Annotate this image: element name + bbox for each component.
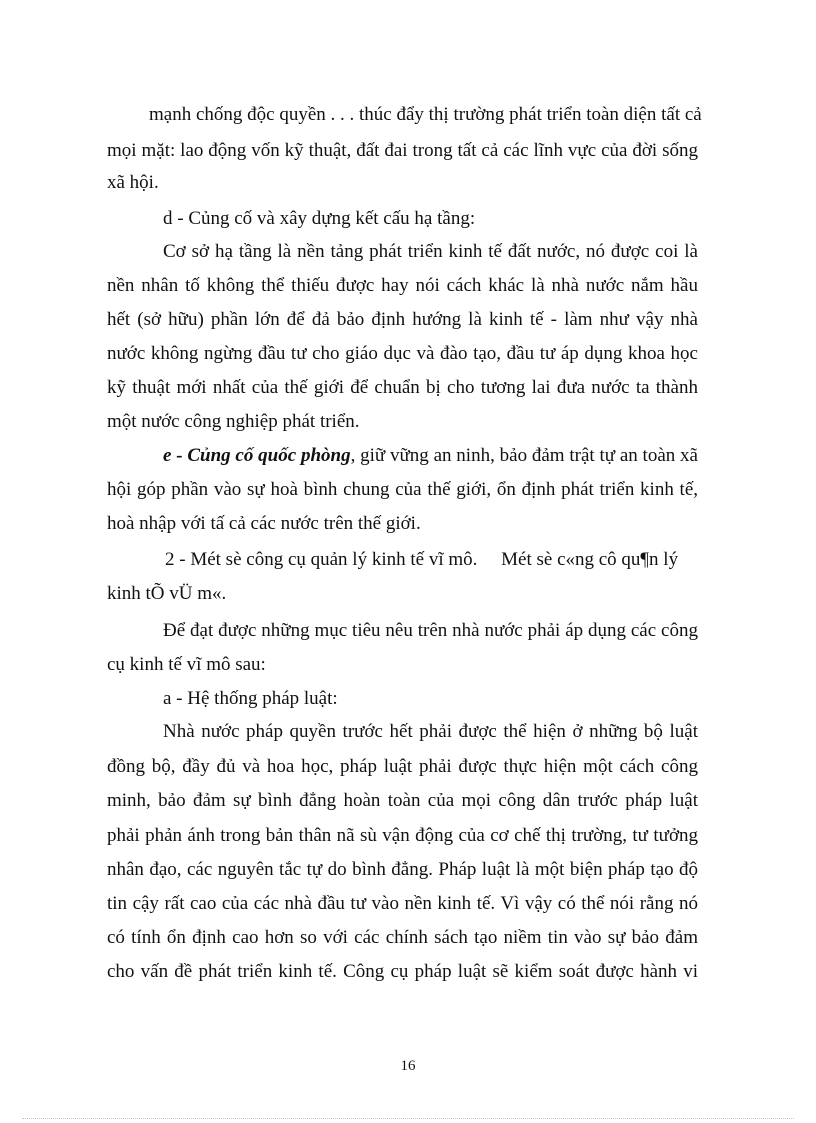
text-line: kỹ thuật mới nhất của thế giới để chuẩn bị cho tương lai đưa nước ta thành (107, 377, 698, 398)
text-line: nền nhân tố không thể thiếu được hay nói cách khác là nhà nước nắm hầu (107, 275, 698, 296)
text-line: phải phản ánh trong bản thân nã sù vận động của cơ chế thị trường, tư tưởng (107, 825, 698, 846)
bold-italic-heading: e - Củng cố quốc phòng (163, 445, 351, 466)
text-line: Cơ sở hạ tầng là nền tảng phát triển kinh tế đất nước, nó được coi là (163, 241, 698, 262)
text-line: một nước công nghiệp phát triển. (107, 411, 360, 432)
text-line: xã hội. (107, 172, 159, 193)
text-line: tin cậy rất cao của các nhà đầu tư vào nền kinh tế. Vì vậy có thể nói rằng nó (107, 893, 698, 914)
text-line: cụ kinh tế vĩ mô sau: (107, 654, 266, 675)
text-line: có tính ổn định cao hơn so với các chính sách tạo niềm tin vào sự bảo đảm (107, 927, 698, 948)
text-line: a - Hệ thống pháp luật: (163, 688, 338, 709)
page-number: 16 (400, 1058, 416, 1074)
text-line: minh, bảo đảm sự bình đẳng hoàn toàn của mọi công dân trước pháp luật (107, 790, 698, 811)
text-run: , giữ vững an ninh, bảo đảm trật tự an toàn xã (350, 445, 698, 466)
text-line: mọi mặt: lao động vốn kỹ thuật, đất đai trong tất cả các lĩnh vực của đời sống (107, 140, 698, 161)
text-line: d - Củng cố và xây dựng kết cấu hạ tầng: (163, 208, 476, 229)
text-line: hội góp phần vào sự hoà bình chung của thế giới, ổn định phát triển kinh tế, (107, 479, 698, 500)
text-line (163, 445, 698, 467)
text-line: Để đạt được những mục tiêu nêu trên nhà nước phải áp dụng các công (163, 620, 698, 641)
text-line: nước không ngừng đầu tư cho giáo dục và đào tạo, đầu tư áp dụng khoa học (107, 343, 698, 364)
text-line: kinh tÕ vÜ m«. (107, 583, 227, 604)
text-line: cho vấn đề phát triển kinh tế. Công cụ pháp luật sẽ kiểm soát được hành vi (107, 961, 698, 982)
text-line: nhân đạo, các nguyên tắc tự do bình đẳng. Pháp luật là một biện pháp tạo độ (107, 859, 698, 880)
text-line: đồng bộ, đầy đủ và hoa học, pháp luật phải được thực hiện một cách công (107, 756, 698, 777)
text-line: mạnh chống độc quyền . . . thúc đẩy thị trường phát triển toàn diện tất cả (149, 104, 702, 125)
text-line: 2 - Mét sè công cụ quản lý kinh tế vĩ mô. Mét sè c«ng cô qu¶n lý (165, 549, 679, 570)
text-line: hoà nhập với tấ cả các nước trên thế giới. (107, 513, 421, 534)
text-line: Nhà nước pháp quyền trước hết phải được thể hiện ở những bộ luật (163, 721, 698, 742)
page-bottom-edge (22, 1118, 794, 1119)
text-line: hết (sở hữu) phần lớn để đả bảo định hướng là kinh tế - làm như vậy nhà (107, 309, 698, 330)
